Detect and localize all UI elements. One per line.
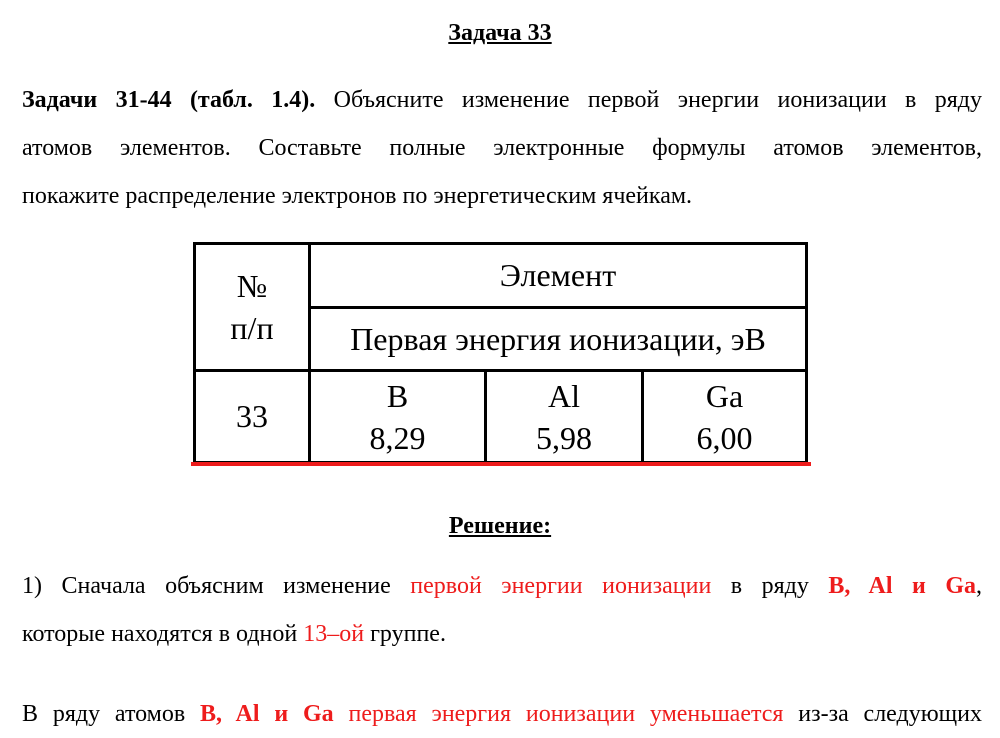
data-table [193,242,808,464]
step-1-line-2: которые находятся в одной 13–ой группе. [22,621,446,647]
description-line-1: Задачи 31-44 (табл. 1.4). Объясните изменение первой энергии ионизации в ряду [22,87,982,113]
description-line-3: покажите распределение электронов по энергетическим ячейкам. [22,183,693,209]
task-range-label: Задачи 31-44 (табл. 1.4). [22,87,316,113]
solution-step-1 [22,562,982,658]
table-cell-al: Al 5,98 [487,372,644,461]
table-header-energy: Первая энергия ионизации, эВ [311,309,805,372]
table-header-element: Элемент [311,245,805,309]
red-underline [191,462,811,466]
table-row-number: 33 [196,372,311,461]
solution-step-2 [22,690,982,738]
task-description [22,76,982,220]
step-2-line-1: В ряду атомов B, Al и Ga первая энергия ионизации уменьшается из-за следующих [22,701,982,727]
table-cell-b: B 8,29 [311,372,487,461]
step-1-line-1: 1) Сначала объясним изменение первой энергии ионизации в ряду B, Al и Ga, [22,573,982,599]
task-title: Задача 33 [448,20,552,46]
solution-title: Решение: [448,513,552,539]
description-line-2: атомов элементов. Составьте полные электронные формулы атомов элементов, [22,135,982,161]
table-header-number: № п/п [196,245,311,372]
table-cell-ga: Ga 6,00 [696,377,753,456]
